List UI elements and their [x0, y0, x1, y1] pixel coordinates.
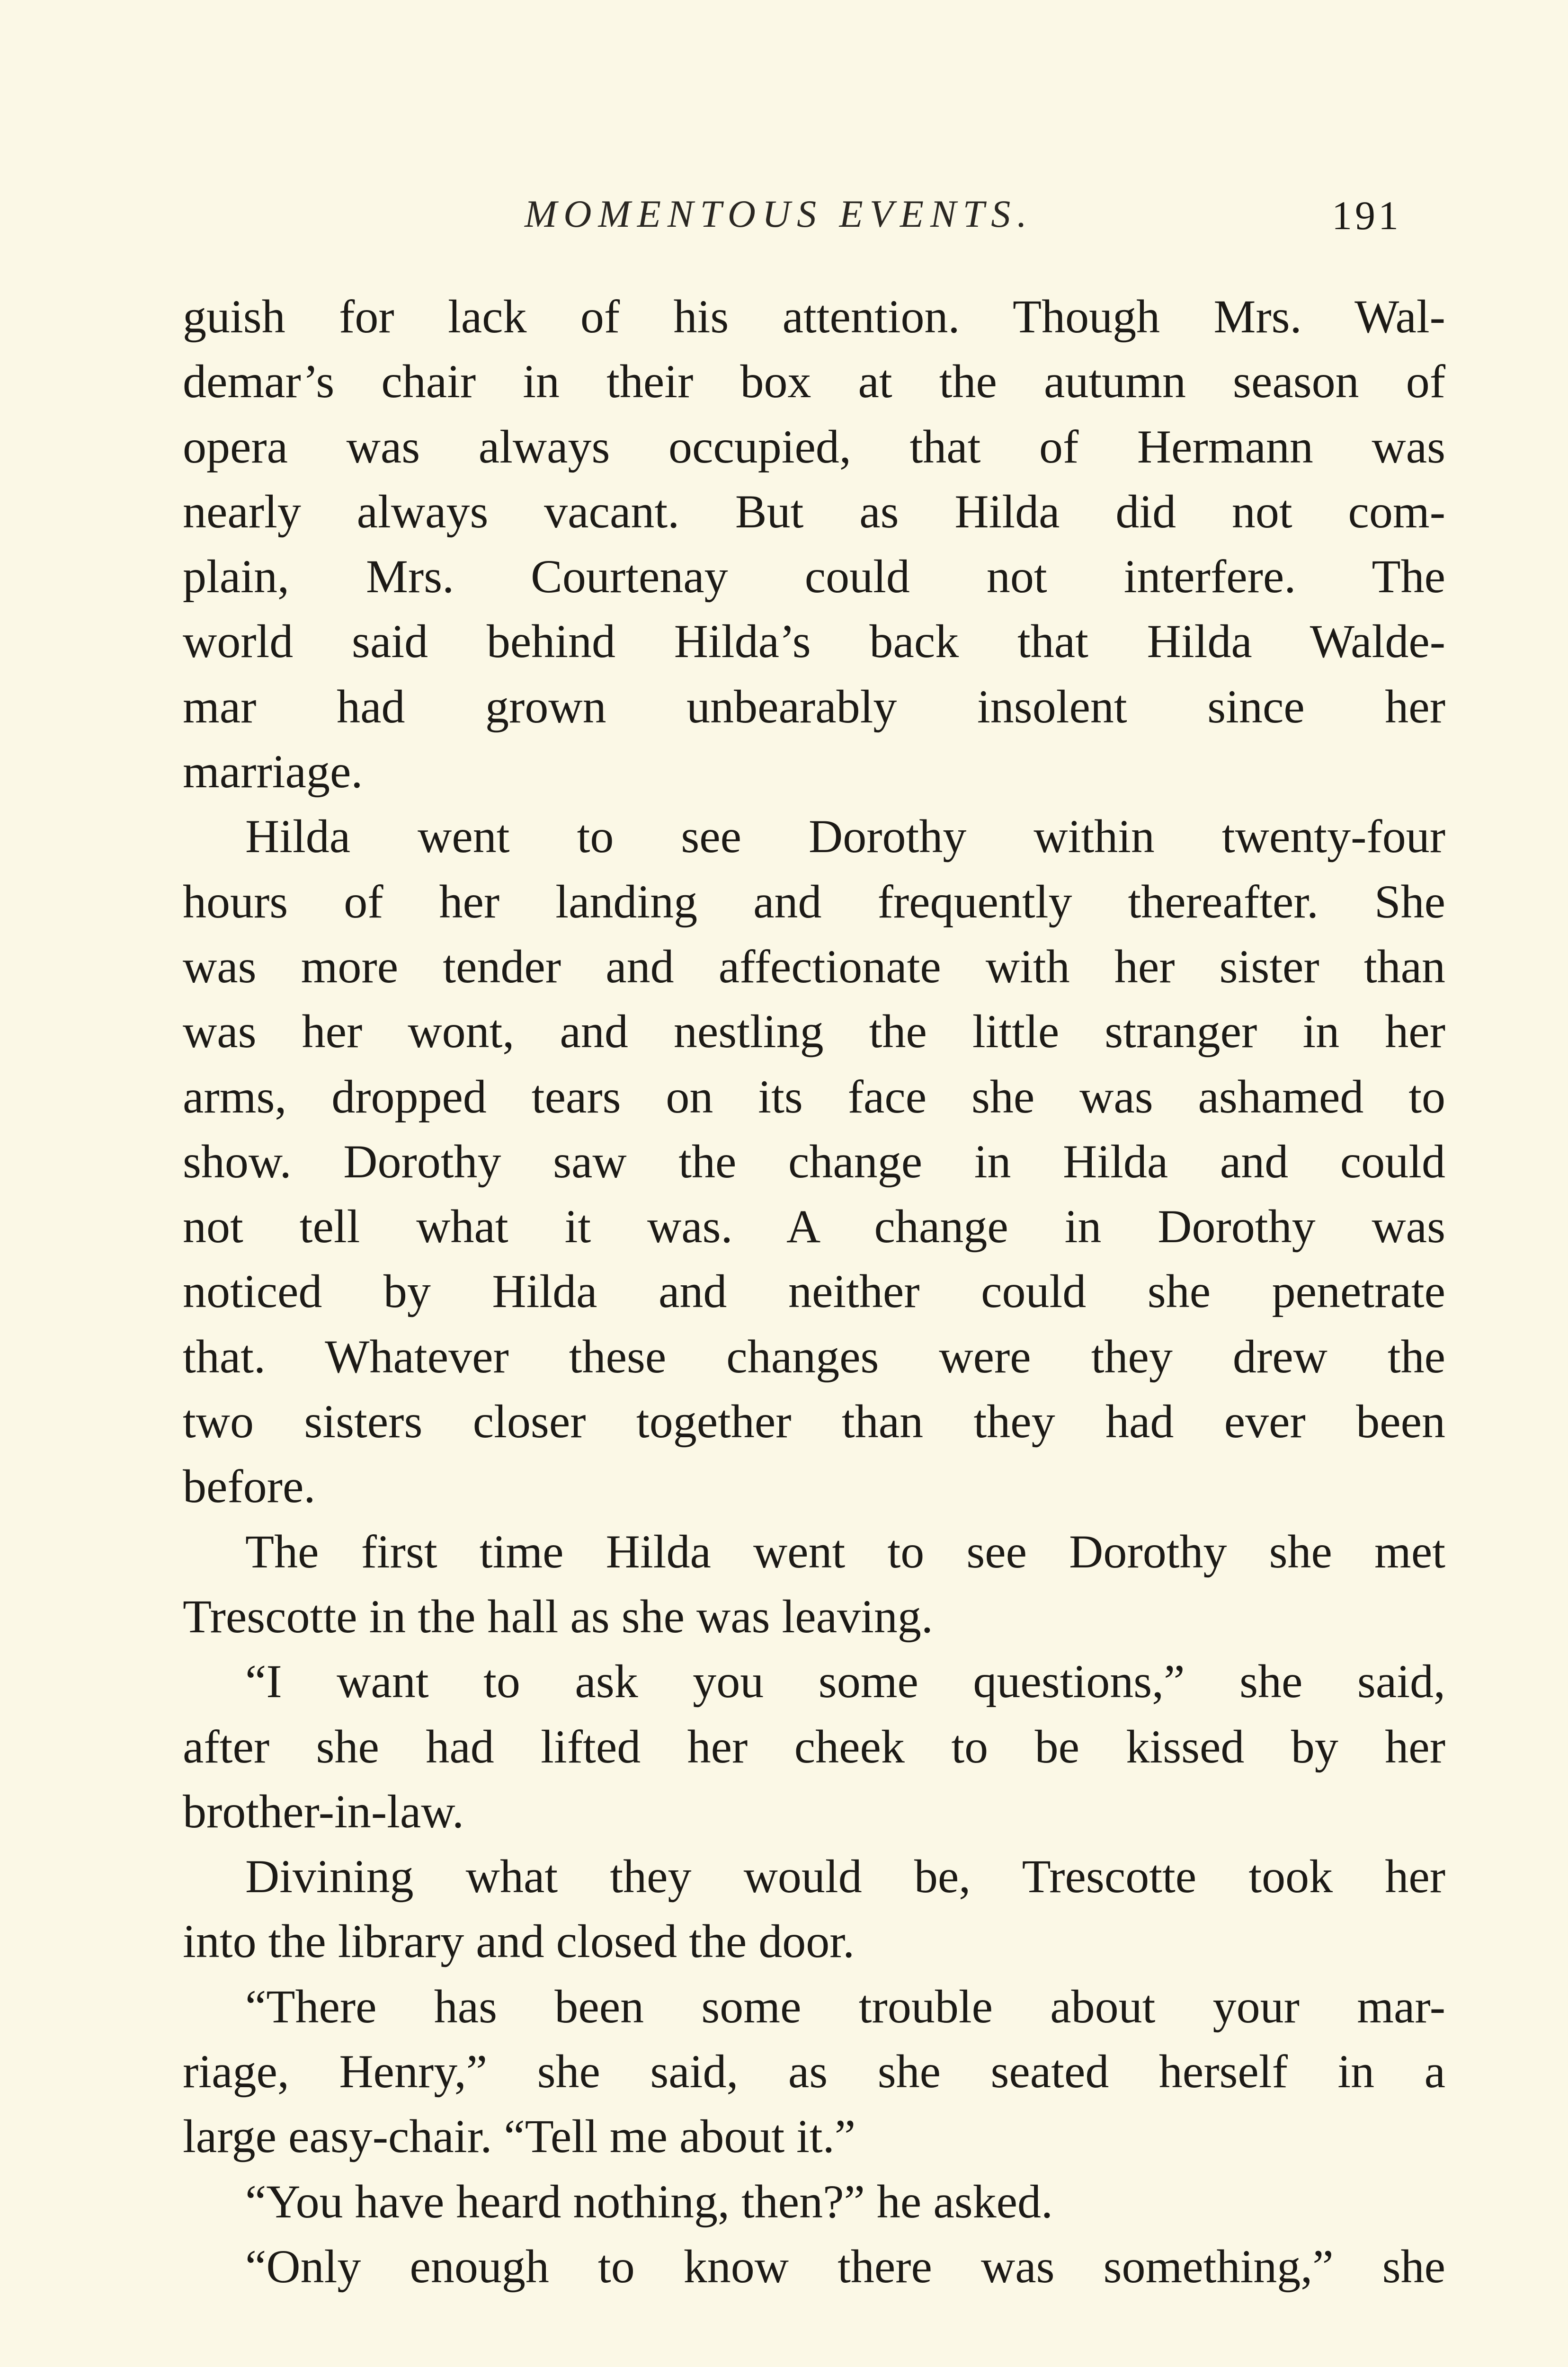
text-line: “Only enough to know there was something,” she [245, 2240, 1445, 2293]
text-line: not tell what it was. A change in Dorothy was [183, 1200, 1445, 1253]
text-line: arms, dropped tears on its face she was ashamed to [183, 1070, 1445, 1123]
text-line: two sisters closer together than they had ever been [183, 1395, 1445, 1448]
page-number: 191 [1332, 193, 1401, 238]
text-line: “There has been some trouble about your mar- [245, 1980, 1445, 2033]
text-line: “I want to ask you some questions,” she said, [245, 1655, 1445, 1708]
text-line: before. [183, 1460, 316, 1513]
text-line: plain, Mrs. Courtenay could not interfere. The [183, 550, 1445, 603]
text-line: world said behind Hilda’s back that Hilda Walde- [183, 615, 1445, 668]
text-line: riage, Henry,” she said, as she seated herself in a [183, 2045, 1445, 2098]
text-line: that. Whatever these changes were they drew the [183, 1330, 1445, 1383]
text-line: mar had grown unbearably insolent since her [183, 680, 1445, 733]
text-line: Trescotte in the hall as she was leaving. [183, 1590, 933, 1643]
text-line: brother-in-law. [183, 1785, 464, 1838]
text-line: hours of her landing and frequently thereafter. She [183, 875, 1445, 928]
body-text [183, 284, 1445, 2299]
text-line: “You have heard nothing, then?” he asked. [245, 2175, 1053, 2228]
text-line: into the library and closed the door. [183, 1915, 855, 1968]
text-line: large easy-chair. “Tell me about it.” [183, 2110, 856, 2163]
text-line: show. Dorothy saw the change in Hilda and could [183, 1135, 1445, 1188]
text-line: was more tender and affectionate with her sister than [183, 940, 1445, 993]
running-title: MOMENTOUS EVENTS. [525, 192, 1033, 235]
text-line: demar’s chair in their box at the autumn season of [183, 355, 1445, 408]
text-line: opera was always occupied, that of Hermann was [183, 420, 1445, 473]
text-line: noticed by Hilda and neither could she penetrate [183, 1265, 1445, 1318]
text-line: guish for lack of his attention. Though Mrs. Wal- [183, 290, 1445, 343]
text-line: Hilda went to see Dorothy within twenty-four [245, 810, 1445, 863]
text-line: marriage. [183, 745, 363, 798]
text-line: Divining what they would be, Trescotte took her [245, 1850, 1445, 1903]
text-line: after she had lifted her cheek to be kissed by her [183, 1720, 1445, 1773]
text-line: was her wont, and nestling the little stranger in her [183, 1005, 1445, 1058]
text-line: The first time Hilda went to see Dorothy she met [245, 1525, 1445, 1578]
text-line: nearly always vacant. But as Hilda did not com- [183, 485, 1445, 538]
